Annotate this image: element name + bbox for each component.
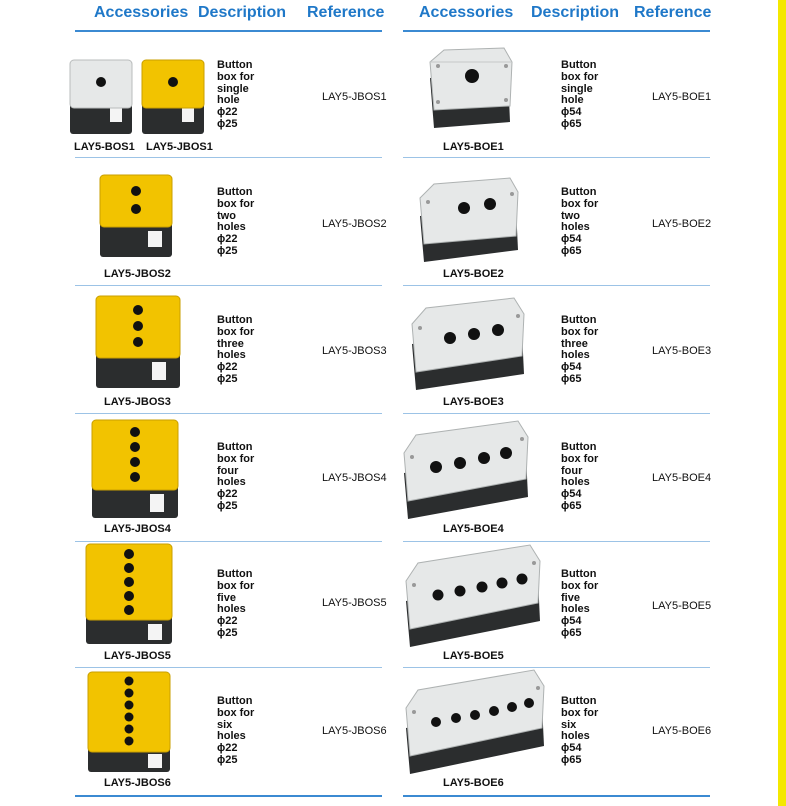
description-right-3: Button box for three holes ϕ54 ϕ65 [561, 314, 599, 385]
product-image-lay5-boe4 [402, 417, 530, 521]
reference-right-3: LAY5-BOE3 [652, 345, 712, 357]
product-image-lay5-jbos2 [100, 175, 172, 259]
row-separator-right-1 [403, 157, 710, 158]
caption-lay5-jbos2: LAY5-JBOS2 [104, 268, 171, 280]
reference-left-4: LAY5-JBOS4 [322, 472, 387, 484]
row-separator-left-3 [75, 413, 382, 414]
product-image-lay5-boe6 [404, 670, 546, 776]
description-left-4: Button box for four holes ϕ22 ϕ25 [217, 441, 255, 512]
description-left-1: Button box for single hole ϕ22 ϕ25 [217, 59, 255, 130]
header-description-right: Description [531, 4, 620, 21]
row-separator-right-2 [403, 285, 710, 286]
reference-right-6: LAY5-BOE6 [652, 725, 712, 737]
description-right-4: Button box for four holes ϕ54 ϕ65 [561, 441, 599, 512]
reference-left-5: LAY5-JBOS5 [322, 597, 387, 609]
header-description-left: Description [198, 4, 287, 21]
caption-lay5-jbos5: LAY5-JBOS5 [104, 650, 171, 662]
caption-lay5-boe3: LAY5-BOE3 [443, 396, 504, 408]
row-separator-right-3 [403, 413, 710, 414]
product-image-lay5-boe1 [424, 44, 516, 130]
caption-lay5-boe5: LAY5-BOE5 [443, 650, 504, 662]
description-left-2: Button box for two holes ϕ22 ϕ25 [217, 186, 255, 257]
product-image-lay5-jbos1 [142, 60, 204, 138]
header-accessories-left: Accessories [94, 4, 189, 21]
row-separator-left-5 [75, 667, 382, 668]
description-right-6: Button box for six holes ϕ54 ϕ65 [561, 695, 599, 766]
product-image-lay5-jbos5 [86, 544, 172, 646]
reference-right-1: LAY5-BOE1 [652, 91, 712, 103]
caption-lay5-jbos3: LAY5-JBOS3 [104, 396, 171, 408]
header-reference-right: Reference [634, 4, 712, 21]
row-separator-right-5 [403, 667, 710, 668]
description-right-1: Button box for single hole ϕ54 ϕ65 [561, 59, 599, 130]
description-right-2: Button box for two holes ϕ54 ϕ65 [561, 186, 599, 257]
header-rule-right [403, 30, 710, 32]
row-separator-left-4 [75, 541, 382, 542]
reference-right-4: LAY5-BOE4 [652, 472, 712, 484]
row-separator-left-2 [75, 285, 382, 286]
product-image-lay5-boe5 [404, 543, 542, 649]
caption-lay5-boe2: LAY5-BOE2 [443, 268, 504, 280]
reference-right-5: LAY5-BOE5 [652, 600, 712, 612]
description-left-3: Button box for three holes ϕ22 ϕ25 [217, 314, 255, 385]
product-image-lay5-bos1 [70, 60, 132, 138]
page-edge-strip [778, 0, 786, 806]
reference-left-3: LAY5-JBOS3 [322, 345, 387, 357]
header-rule-left [75, 30, 382, 32]
product-image-lay5-boe2 [418, 174, 522, 264]
reference-left-6: LAY5-JBOS6 [322, 725, 387, 737]
header-accessories-right: Accessories [419, 4, 514, 21]
reference-left-2: LAY5-JBOS2 [322, 218, 387, 230]
caption-lay5-bos1: LAY5-BOS1 [74, 141, 135, 153]
caption-lay5-jbos6: LAY5-JBOS6 [104, 777, 171, 789]
bottom-rule-left [75, 795, 382, 797]
header-reference-left: Reference [307, 4, 385, 21]
product-image-lay5-jbos6 [88, 672, 170, 774]
caption-lay5-boe6: LAY5-BOE6 [443, 777, 504, 789]
product-image-lay5-jbos3 [96, 296, 180, 390]
row-separator-right-4 [403, 541, 710, 542]
bottom-rule-right [403, 795, 710, 797]
caption-lay5-boe4: LAY5-BOE4 [443, 523, 504, 535]
description-left-5: Button box for five holes ϕ22 ϕ25 [217, 568, 255, 639]
caption-lay5-boe1: LAY5-BOE1 [443, 141, 504, 153]
description-right-5: Button box for five holes ϕ54 ϕ65 [561, 568, 599, 639]
product-image-lay5-jbos4 [92, 420, 178, 520]
caption-lay5-jbos4: LAY5-JBOS4 [104, 523, 171, 535]
row-separator-left-1 [75, 157, 382, 158]
reference-left-1: LAY5-JBOS1 [322, 91, 387, 103]
caption-lay5-jbos1: LAY5-JBOS1 [146, 141, 213, 153]
description-left-6: Button box for six holes ϕ22 ϕ25 [217, 695, 255, 766]
reference-right-2: LAY5-BOE2 [652, 218, 712, 230]
product-image-lay5-boe3 [410, 294, 526, 392]
